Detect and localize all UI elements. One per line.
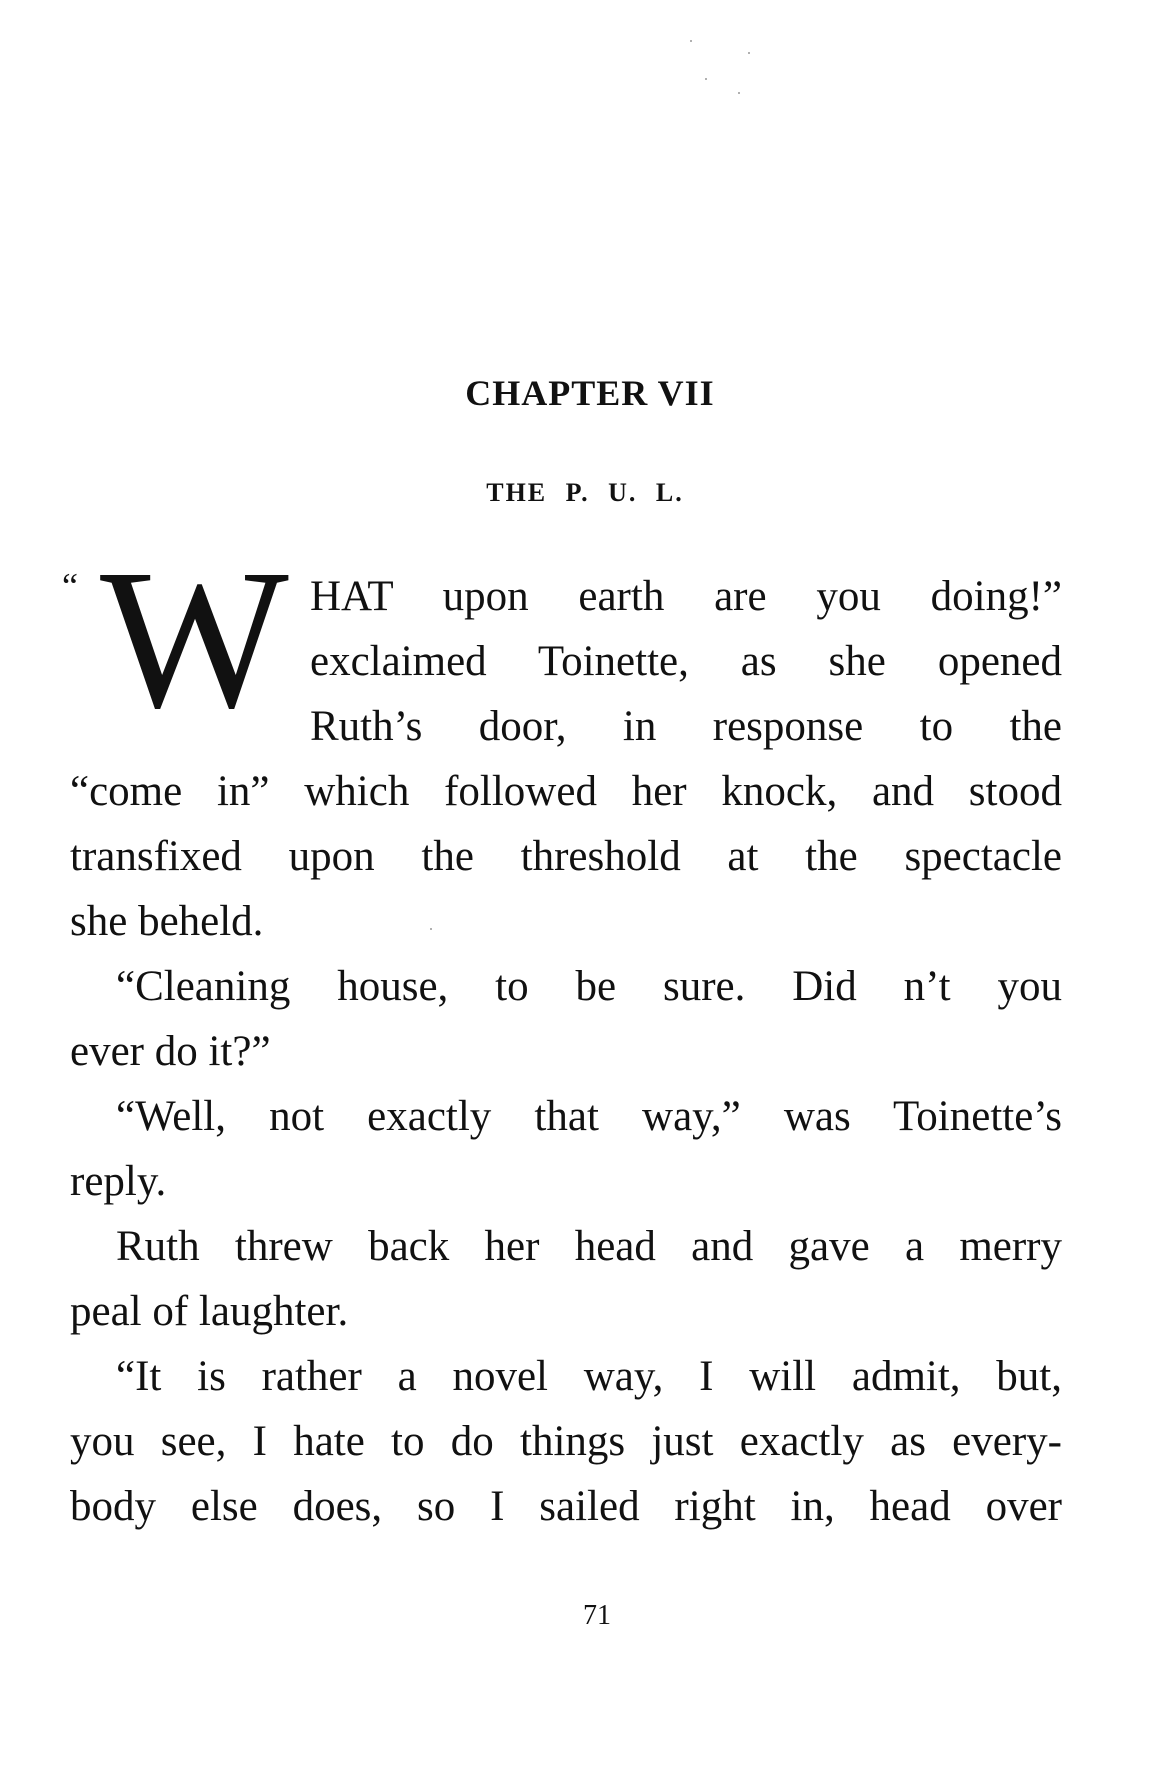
drop-cap: W bbox=[100, 529, 289, 750]
text-line: Ruth threw back her head and gave a merry bbox=[116, 1223, 1062, 1270]
paper-speck bbox=[705, 78, 707, 80]
text-line: “Cleaning house, to be sure. Did n’t you bbox=[116, 963, 1062, 1010]
chapter-title: THE P. U. L. bbox=[486, 478, 684, 507]
text-line: ever do it?” bbox=[70, 1028, 271, 1075]
body-text bbox=[70, 564, 1062, 1539]
text-line: HAT upon earth are you doing!” bbox=[310, 573, 1062, 620]
text-line: you see, I hate to do things just exactly as every- bbox=[70, 1418, 1062, 1465]
paper-speck bbox=[690, 40, 692, 42]
text-line: exclaimed Toinette, as she opened bbox=[310, 638, 1062, 685]
text-line: Ruth’s door, in response to the bbox=[310, 703, 1062, 750]
text-line: she beheld. bbox=[70, 898, 264, 945]
text-line: peal of laughter. bbox=[70, 1288, 349, 1335]
paper-speck bbox=[748, 52, 750, 54]
page-number: 71 bbox=[583, 1600, 611, 1631]
text-line: “come in” which followed her knock, and stood bbox=[70, 768, 1062, 815]
text-line: body else does, so I sailed right in, head over bbox=[70, 1483, 1062, 1530]
opening-quote-mark: “ bbox=[62, 566, 78, 606]
text-line: “It is rather a novel way, I will admit, but, bbox=[116, 1353, 1062, 1400]
paper-speck bbox=[738, 92, 740, 94]
text-line: transfixed upon the threshold at the spectacle bbox=[70, 833, 1062, 880]
chapter-heading: CHAPTER VII bbox=[465, 373, 715, 413]
text-line: “Well, not exactly that way,” was Toinette’s bbox=[116, 1093, 1062, 1140]
text-line: reply. bbox=[70, 1158, 167, 1205]
